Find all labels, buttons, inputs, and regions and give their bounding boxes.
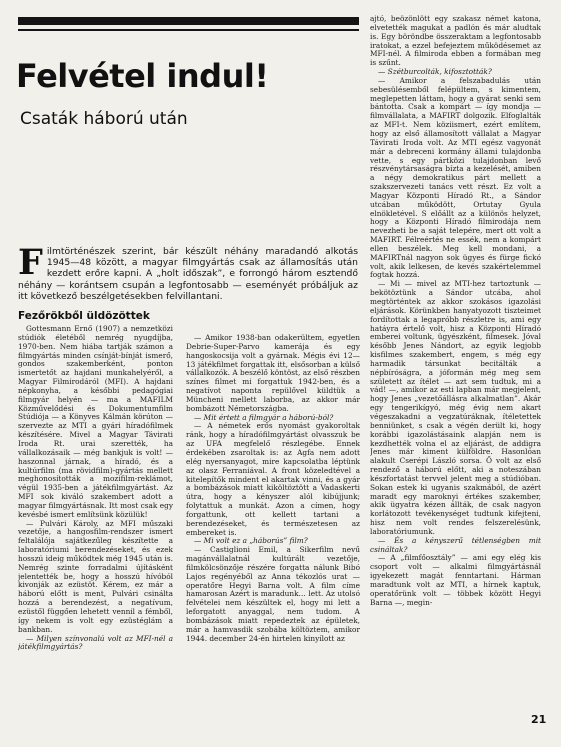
column-2 (186, 334, 360, 730)
top-rule (18, 17, 359, 25)
section-title: Fezőrökből üldözöttek (18, 310, 150, 322)
drop-cap: F (18, 242, 43, 283)
paragraph: — Amikor a felszabadulás után sebesülésemből felépültem, s kimentem, meglepetten láttam, hogy a gyárat senki sem bántotta. Csak a kompárt — így mondja — filmvállalata, a MAFIRT dolgozik. Elfoglalták az MFI-t. Nem köziismert, ezért említem, hogy az első államosított vállalat a Magyar Távirati Iroda volt. Az MTI egész vagyonát már a debreceni kormány állami tulajdonba vette, s egy pártközi tulajdonban levő részvénytársaságra bízta a kezelését, amiben a négy demokratikus párt mellett a szakszervezeti tanács vett részt. Ez volt a Magyar Központi Híradó Rt., a Sándor utcában működött, Ortutay Gyula elnökletével. S előállt az a különös helyzet, hogy a Központi Híradó filmirodája nem nevezheti be a saját telepére, mert ott volt a MAFIRT. Félreértés ne essék, nem a kompárt ellen beszélek. Meg kell mondani, a MAFIRTnál nagyon sok ügyes és fürge fickó volt, akik lelkesen, de kevés szakértelemmel fogtak hozzá. (370, 75, 541, 280)
paragraph: ajtó, beözönlött egy szakasz német katona, elvetették magukat a padlón és már aludtak is. Egy böröndbe összeraktam a legfontosabb iratokat, a ezzel befejeztem működésemet az MFI-nél. A filmiroda ebben a formában meg is szűnt. (370, 15, 541, 68)
column-3 (370, 15, 541, 735)
paragraph: — Castiglioni Emil, a Sikerfilm nevű magánvállalatnál kultúrált vezetője, filmkölcsönzője részére forgatta nálunk Bibó Lajos regényéből az Anna tékozlós urat — operatőre Hegyi Barna volt. A film címe hamarosan Azért is maradunk… lett. Az utolsó felvételei nem készültek el, hogy mi lett a leforgatott anyaggal, nem tudom. A bombázások miatt repedeztek az épületek, már a hamvasdik szobába költöztem, amikor 1944. december 24-én hirtelen kinyílott az (186, 545, 360, 643)
subheadline: Csaták háború után (20, 109, 188, 129)
paragraph: — Amikor 1938-ban odakerültem, egyetlen Debrie-Super-Parvo kamerája és egy hangoskocsija volt a gyárnak. Mégis évi 12—13 játékfilmet forgattak itt, elsősorban a külső vállalkozók. A beszélő köntöst, az első részben színes filmet mi forgattuk 1942-ben, és a negatívot naponta repülővel küldtük a Müncheni mellett laborba, az akkor már bombázott Németországba. (186, 334, 360, 413)
interview-question: — Mi volt ez a „háborús” film? (194, 536, 308, 546)
headline: Felvétel indul! (16, 57, 269, 95)
paragraph: — Mi — mivel az MTI-hez tartoztunk — bekötöztünk a Sándor utcába, ahol megtörténtek az akkor szokásos igazolási eljárások. Körünkben hanyatyozott tiszteimet fordítottak a legapróbb részletre is, ami egy hatáyra értelő volt, hisz a Központi Híradó emberei voltunk, ügyészként, filmesek. Jóval később Jenes Nándort, az egyik legjobb kisfilmes szakembert, engem, s még egy harmadik társunkat becitálták a népbíróságra, a jóformán még meg sem született az ítélet — azt sem tudtuk, mi a vád! —, amikor az esti lapban már megjelent, hogy Jenes „vezetőállásra alkalmatlan”. Akár egy tengerikígyó, még évig nem akart végeszakadni a vegzatúráknak, ítéletettek benniünket, s csak a végén derült ki, hogy korábbi igazolástásaink alapján nem is kezdhették volna el az eljárást, de addigra Jenes már kiment külföldre. Hasonlóan alakult Cserépi László sorsa. Ő volt az első rendező a háború előtt, aki a noteszában készfortatást tervvel jelent meg a stúdióban. Sokan estek ki ugyanis szakmából, de azért maradt egy maroknyi értékes szakember, akik ügyatra kézen állták, de csak nagyon korlátozott tevékenységet tudtunk kifejteni, hisz nem volt rendes felszerelésünk, laboratóriumunk. (370, 279, 541, 536)
paragraph: — A németek erős nyomást gyakoroltak ránk, hogy a híradófilmgyártást olvasszuk be az UFA megfelelő részlegébe. Ennek érdekében zsaroltak is: az Agfa nem adott elég nyersanyagot, mire kapcsolatba léptünk az olasz Ferraniával. A front közeledtével a kitelepítők mindent el akartak vinni, és a gyár a bombázások miatt kiköltöztött a Vadaskerti útra, hogy a kényszer alól kibújjunk; folytattuk a munkát. Azon a címen, hogy forgattunk, ott kellett tartani a berendezéseket, és természetesen az embereket is. (186, 421, 360, 537)
top-rule-thin (18, 29, 359, 31)
page-number: 21 (531, 713, 547, 726)
paragraph: Gottesmann Ernő (1907) a nemzetközi stúdiók életéből nemrég nyugdíjba, 1970-ben. Nem hiába tartják számon a filmgyártás minden csínját-bínját ismerő, gondos szakemberként, ponton ismertetőt az hajdani munkahelyéről, a Magyar Filmirodáról (MFI). A hajdani népkonyha, a későbbi pedagógiai filmgyár helyén — ma a MAFILM Közművelődési és Dokumentumfilm Stúdiója — a Könyves Kálmán körúton — szervezte az MTI a gyári híradófilmek készítésére. Mivel a Magyar Távirati Iroda Rt. urai szerették, ha vállalkozásaik — még bankjuk is volt! — haszonnal járnak, a híradó, és a kultúrfilm (ma rövidfilm)-gyártás mellett meghonosították a mozifilm-reklámot, végül 1935-ben a játékfilmgyártást. Az MFI sok kiváló szakembert adott a magyar filmgyártásnak. Itt most csak egy kevésbé ismert említsünk közülük! (18, 325, 173, 519)
paragraph: — Pulvári Károly, az MFI műszaki vezetője, a hangosfilm-rendszer ismert feltalálója sajátkezűleg készítette a laboratóriumi berendezéseket, és ezek hosszú ideig működtek még 1945 után is. Nemrég szinte forradalmi újításként jelentették be, hogy a hosszú hívóból kivonják az ezüstöt. Kérem, ez már a háború előtt is ment, Pulvári csinálta hozzá a berendezést, a negatívum, ezüstől függően lehetett vennil a fémből, így nekem is volt egy ezüstéglám a bankban. (18, 518, 173, 634)
interview-question: — Szétburcolták, kifosztották? (378, 67, 492, 77)
lead-paragraph (18, 242, 358, 302)
column-1 (18, 325, 173, 730)
paragraph: — A „filmfőosztály” — ami egy elég kis csoport volt — alkalmi filmgyártásnál igyekezett magát fenntartani. Hárman maradtunk volt az MTI, a hírnek kaptuk, operatőrünk volt — többek között Hegyi Barna —, megin- (370, 553, 541, 607)
lead-text: ilmtörténészek szerint, bár készült néhány maradandó alkotás 1945—48 között, a magyar filmgyártás csak az államosítás után kezdett erőre kapni. A „holt időszak”, e forrongó három esztendő néhány — korántsem csupán a legfontosabb — eseményét próbáljuk az itt következő beszélgetésekben felvillantani. (18, 246, 358, 302)
interview-question: — Milyen színvonalú volt az MFI-nél a játékfilmgyártás? (18, 633, 173, 652)
interview-question: — Mit értett a filmgyár a háború-ból? (194, 412, 334, 422)
interview-question: — És a kényszerű tétlenségben mit csináltak? (370, 535, 541, 554)
